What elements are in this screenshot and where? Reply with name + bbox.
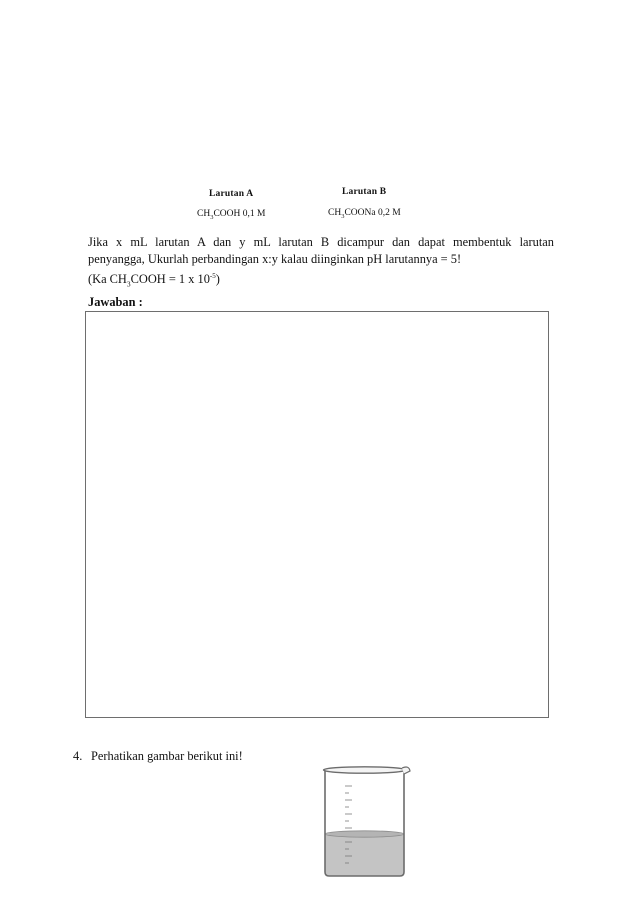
question-4-text: Perhatikan gambar berikut ini! — [91, 749, 243, 763]
question-4-number: 4. — [73, 749, 83, 763]
solution-a-title: Larutan A — [209, 189, 254, 199]
solution-b-formula-subscript: 3 — [341, 212, 345, 220]
ka-subscript: 3 — [126, 279, 131, 289]
solution-a-formula-suffix: COOH 0,1 M — [213, 209, 266, 219]
solution-a-formula-subscript: 3 — [210, 213, 214, 221]
solution-b-formula-prefix: CH — [328, 208, 342, 218]
question-line-1: Jika x mL larutan A dan y mL larutan B dicampur dan dapat membentuk larutan — [88, 235, 554, 249]
answer-label: Jawaban : — [88, 295, 143, 309]
beaker-liquid — [325, 832, 404, 876]
beaker-illustration — [318, 762, 414, 882]
beaker-rim — [324, 767, 406, 773]
solution-b-formula — [328, 208, 401, 220]
answer-box[interactable] — [85, 311, 549, 718]
ka-suffix: ) — [215, 272, 220, 287]
solution-b-title: Larutan B — [342, 187, 387, 197]
ka-prefix: (Ka CH — [88, 272, 127, 287]
question-4 — [73, 749, 243, 764]
beaker-liquid-surface — [325, 831, 404, 837]
solution-a-formula-prefix: CH — [197, 209, 211, 219]
ka-exponent: -5 — [209, 272, 216, 280]
question-line-2: penyangga, Ukurlah perbandingan x:y kalau diinginkan pH larutannya = 5! — [88, 252, 462, 266]
ka-line — [88, 268, 554, 293]
ka-middle: COOH = 1 x 10 — [130, 272, 210, 287]
solution-b-formula-suffix: COONa 0,2 M — [344, 208, 401, 218]
question-text — [88, 234, 554, 293]
solution-a-formula — [197, 209, 265, 221]
